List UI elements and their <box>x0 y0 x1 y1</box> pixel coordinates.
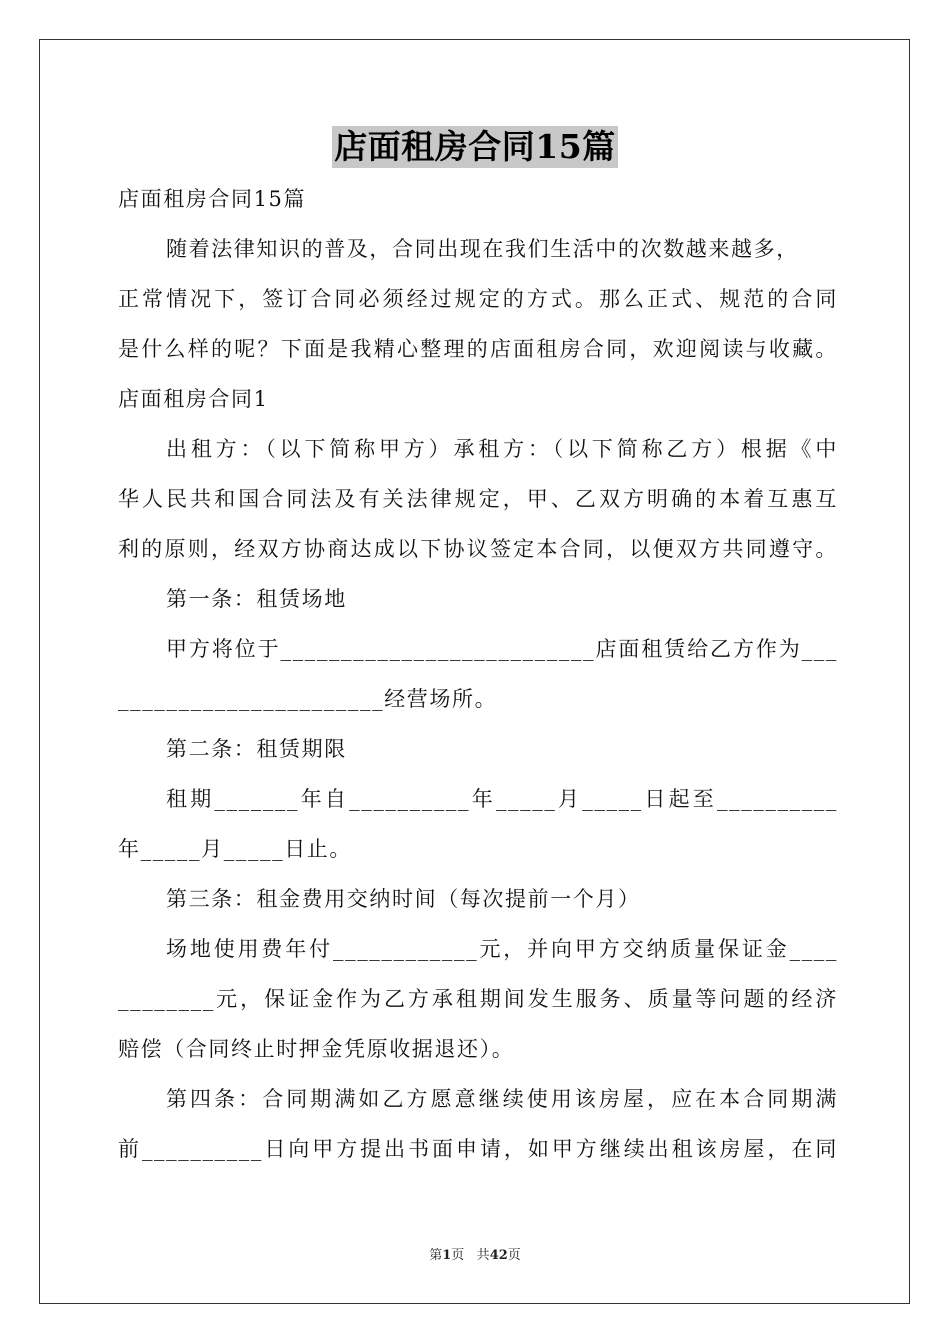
total-pages: 42 <box>489 1248 508 1263</box>
paragraph-line: 前__________日向甲方提出书面申请，如甲方继续出租该房屋，在同 <box>118 1137 838 1161</box>
paragraph-line: 出租方：（以下简称甲方）承租方：（以下简称乙方）根据《中 <box>166 437 838 461</box>
paragraph-line: 随着法律知识的普及，合同出现在我们生活中的次数越来越多， <box>166 237 799 261</box>
page-prefix: 第 <box>429 1248 443 1263</box>
page-border <box>39 39 910 1304</box>
clause-heading: 第一条：租赁场地 <box>166 587 347 611</box>
clause-heading: 第二条：租赁期限 <box>166 737 347 761</box>
paragraph-line: 华人民共和国合同法及有关法律规定，甲、乙双方明确的本着互惠互 <box>118 487 838 511</box>
document-title: 店面租房合同15篇 <box>334 127 616 166</box>
page-number: 1 <box>442 1248 452 1263</box>
total-suffix: 页 <box>507 1248 521 1263</box>
paragraph-line: ________元，保证金作为乙方承租期间发生服务、质量等问题的经济 <box>118 987 838 1011</box>
clause-heading: 第三条：租金费用交纳时间（每次提前一个月） <box>166 887 641 911</box>
paragraph-line: ______________________经营场所。 <box>118 687 498 711</box>
paragraph-line: 甲方将位于__________________________店面租赁给乙方作为___ <box>166 637 838 661</box>
paragraph-line: 是什么样的呢？下面是我精心整理的店面租房合同，欢迎阅读与收藏。 <box>118 337 838 361</box>
paragraph-line: 场地使用费年付____________元，并向甲方交纳质量保证金____ <box>166 937 838 961</box>
subtitle-line: 店面租房合同15篇 <box>118 187 307 211</box>
paragraph-line: 第四条：合同期满如乙方愿意继续使用该房屋，应在本合同期满 <box>166 1087 838 1111</box>
title-container <box>0 126 950 168</box>
paragraph-line: 租期_______年自__________年_____月_____日起至__________ <box>166 787 838 811</box>
paragraph-line: 年_____月_____日止。 <box>118 837 352 861</box>
page-suffix: 页 <box>451 1248 465 1263</box>
paragraph-line: 正常情况下，签订合同必须经过规定的方式。那么正式、规范的合同 <box>118 287 838 311</box>
paragraph-line: 利的原则，经双方协商达成以下协议签定本合同，以便双方共同遵守。 <box>118 537 838 561</box>
paragraph-line: 赔偿（合同终止时押金凭原收据退还）。 <box>118 1037 515 1061</box>
section-heading: 店面租房合同1 <box>118 387 269 411</box>
page-footer <box>0 1247 950 1265</box>
total-prefix: 共 <box>476 1248 490 1263</box>
